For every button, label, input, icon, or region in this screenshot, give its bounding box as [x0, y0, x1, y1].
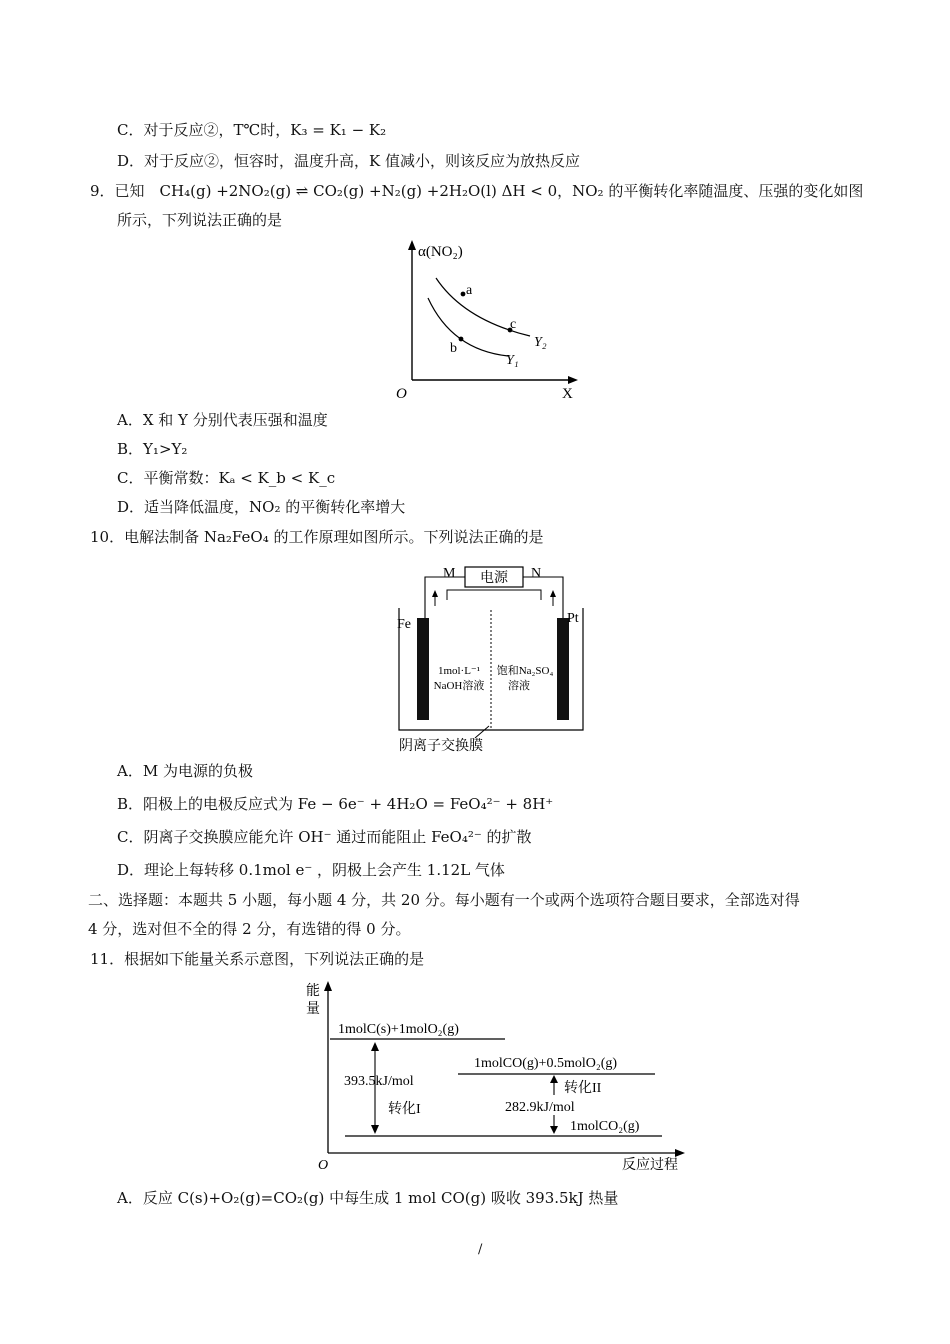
q10-label-fe: Fe	[397, 617, 411, 632]
q11-energy-2: 282.9kJ/mol	[505, 1100, 575, 1115]
q11-option-a: A．反应 C(s)+O₂(g)=CO₂(g) 中每生成 1 mol CO(g) 吸收 393.5kJ 热量	[117, 1189, 619, 1207]
q11-energy-1: 393.5kJ/mol	[344, 1074, 414, 1089]
q10-electrode-fe	[417, 618, 429, 720]
q8-option-d: D．对于反应②，恒容时，温度升高，K 值减小，则该反应为放热反应	[117, 152, 581, 170]
q10-left-sol-1: 1mol·L⁻¹	[437, 665, 481, 677]
q9-option-b: B．Y₁>Y₂	[117, 440, 188, 458]
q8-option-c: C．对于反应②，T℃时，K₃ = K₁ − K₂	[117, 121, 387, 139]
q10-option-d: D．理论上每转移 0.1mol e⁻ ，阴极上会产生 1.12L 气体	[117, 861, 505, 879]
q9-curve-y1	[428, 298, 508, 356]
q11-ylabel-1: 能	[306, 984, 320, 999]
q11-origin: O	[318, 1158, 329, 1173]
q9-stem-line2: 所示，下列说法正确的是	[117, 211, 283, 229]
q10-label-n: N	[531, 566, 542, 581]
q9-stem-line1: 9．已知 CH₄(g) +2NO₂(g) ⇌ CO₂(g) +N₂(g) +2H₂O(l) ΔH < 0，NO₂ 的平衡转化率随温度、压强的变化如图	[90, 182, 864, 200]
q10-diagram	[395, 560, 607, 756]
q10-label-m: M	[443, 566, 456, 581]
q11-trans-1: 转化I	[388, 1102, 421, 1117]
q9-point-b	[459, 337, 464, 342]
q10-label-pt: Pt	[567, 611, 579, 626]
q9-graph-xlabel: X	[562, 386, 573, 402]
q11-level-top-label: 1molC(s)+1molO₂(g)	[338, 1022, 459, 1037]
q10-electrode-pt	[557, 618, 569, 720]
q9-label-c: c	[510, 317, 517, 332]
q11-ylabel-2: 量	[306, 1002, 320, 1017]
q10-membrane-label: 阴离子交换膜	[399, 739, 483, 754]
q9-option-c: C．平衡常数：Kₐ < K_b < K_c	[117, 469, 336, 487]
q10-stem: 10．电解法制备 Na₂FeO₄ 的工作原理如图所示。下列说法正确的是	[90, 528, 544, 546]
q11-level-mid-label: 1molCO(g)+0.5molO₂(g)	[474, 1056, 618, 1071]
q10-option-c: C．阴离子交换膜应能允许 OH⁻ 通过而能阻止 FeO₄²⁻ 的扩散	[117, 828, 532, 846]
q10-right-sol-1: 饱和Na₂SO₄	[496, 665, 554, 677]
q9-graph-origin: O	[396, 386, 407, 402]
q10-option-a: A．M 为电源的负极	[117, 762, 253, 780]
q11-energy-diagram	[300, 975, 690, 1178]
q11-trans-2: 转化II	[564, 1081, 602, 1096]
q10-left-sol-2: NaOH溶液	[433, 680, 485, 692]
page-footer: /	[478, 1242, 483, 1257]
q9-label-b: b	[450, 341, 457, 356]
q9-graph-ylabel: α(NO₂)	[418, 244, 463, 260]
q10-right-sol-2: 溶液	[508, 680, 530, 692]
section2-line2: 4 分，选对但不全的得 2 分，有选错的得 0 分。	[88, 920, 411, 938]
q9-label-y2: Y₂	[534, 335, 547, 350]
q11-stem: 11．根据如下能量关系示意图，下列说法正确的是	[90, 950, 425, 968]
section2-line1: 二、选择题：本题共 5 小题，每小题 4 分，共 20 分。每小题有一个或两个选项符合题目要求，全部选对得	[88, 891, 800, 909]
q10-option-b: B．阳极上的电极反应式为 Fe − 6e⁻ + 4H₂O = FeO₄²⁻ + 8H⁺	[117, 795, 554, 813]
q9-label-a: a	[466, 283, 473, 298]
q9-option-a: A．X 和 Y 分别代表压强和温度	[117, 411, 328, 429]
q9-label-y1: Y₁	[506, 353, 519, 368]
q10-power-label: 电源	[480, 571, 508, 586]
q11-level-bottom-label: 1molCO₂(g)	[570, 1119, 640, 1134]
q9-option-d: D．适当降低温度，NO₂ 的平衡转化率增大	[117, 498, 406, 516]
q9-point-a	[461, 292, 466, 297]
q9-graph	[390, 238, 590, 404]
q11-xlabel: 反应过程	[622, 1158, 678, 1173]
